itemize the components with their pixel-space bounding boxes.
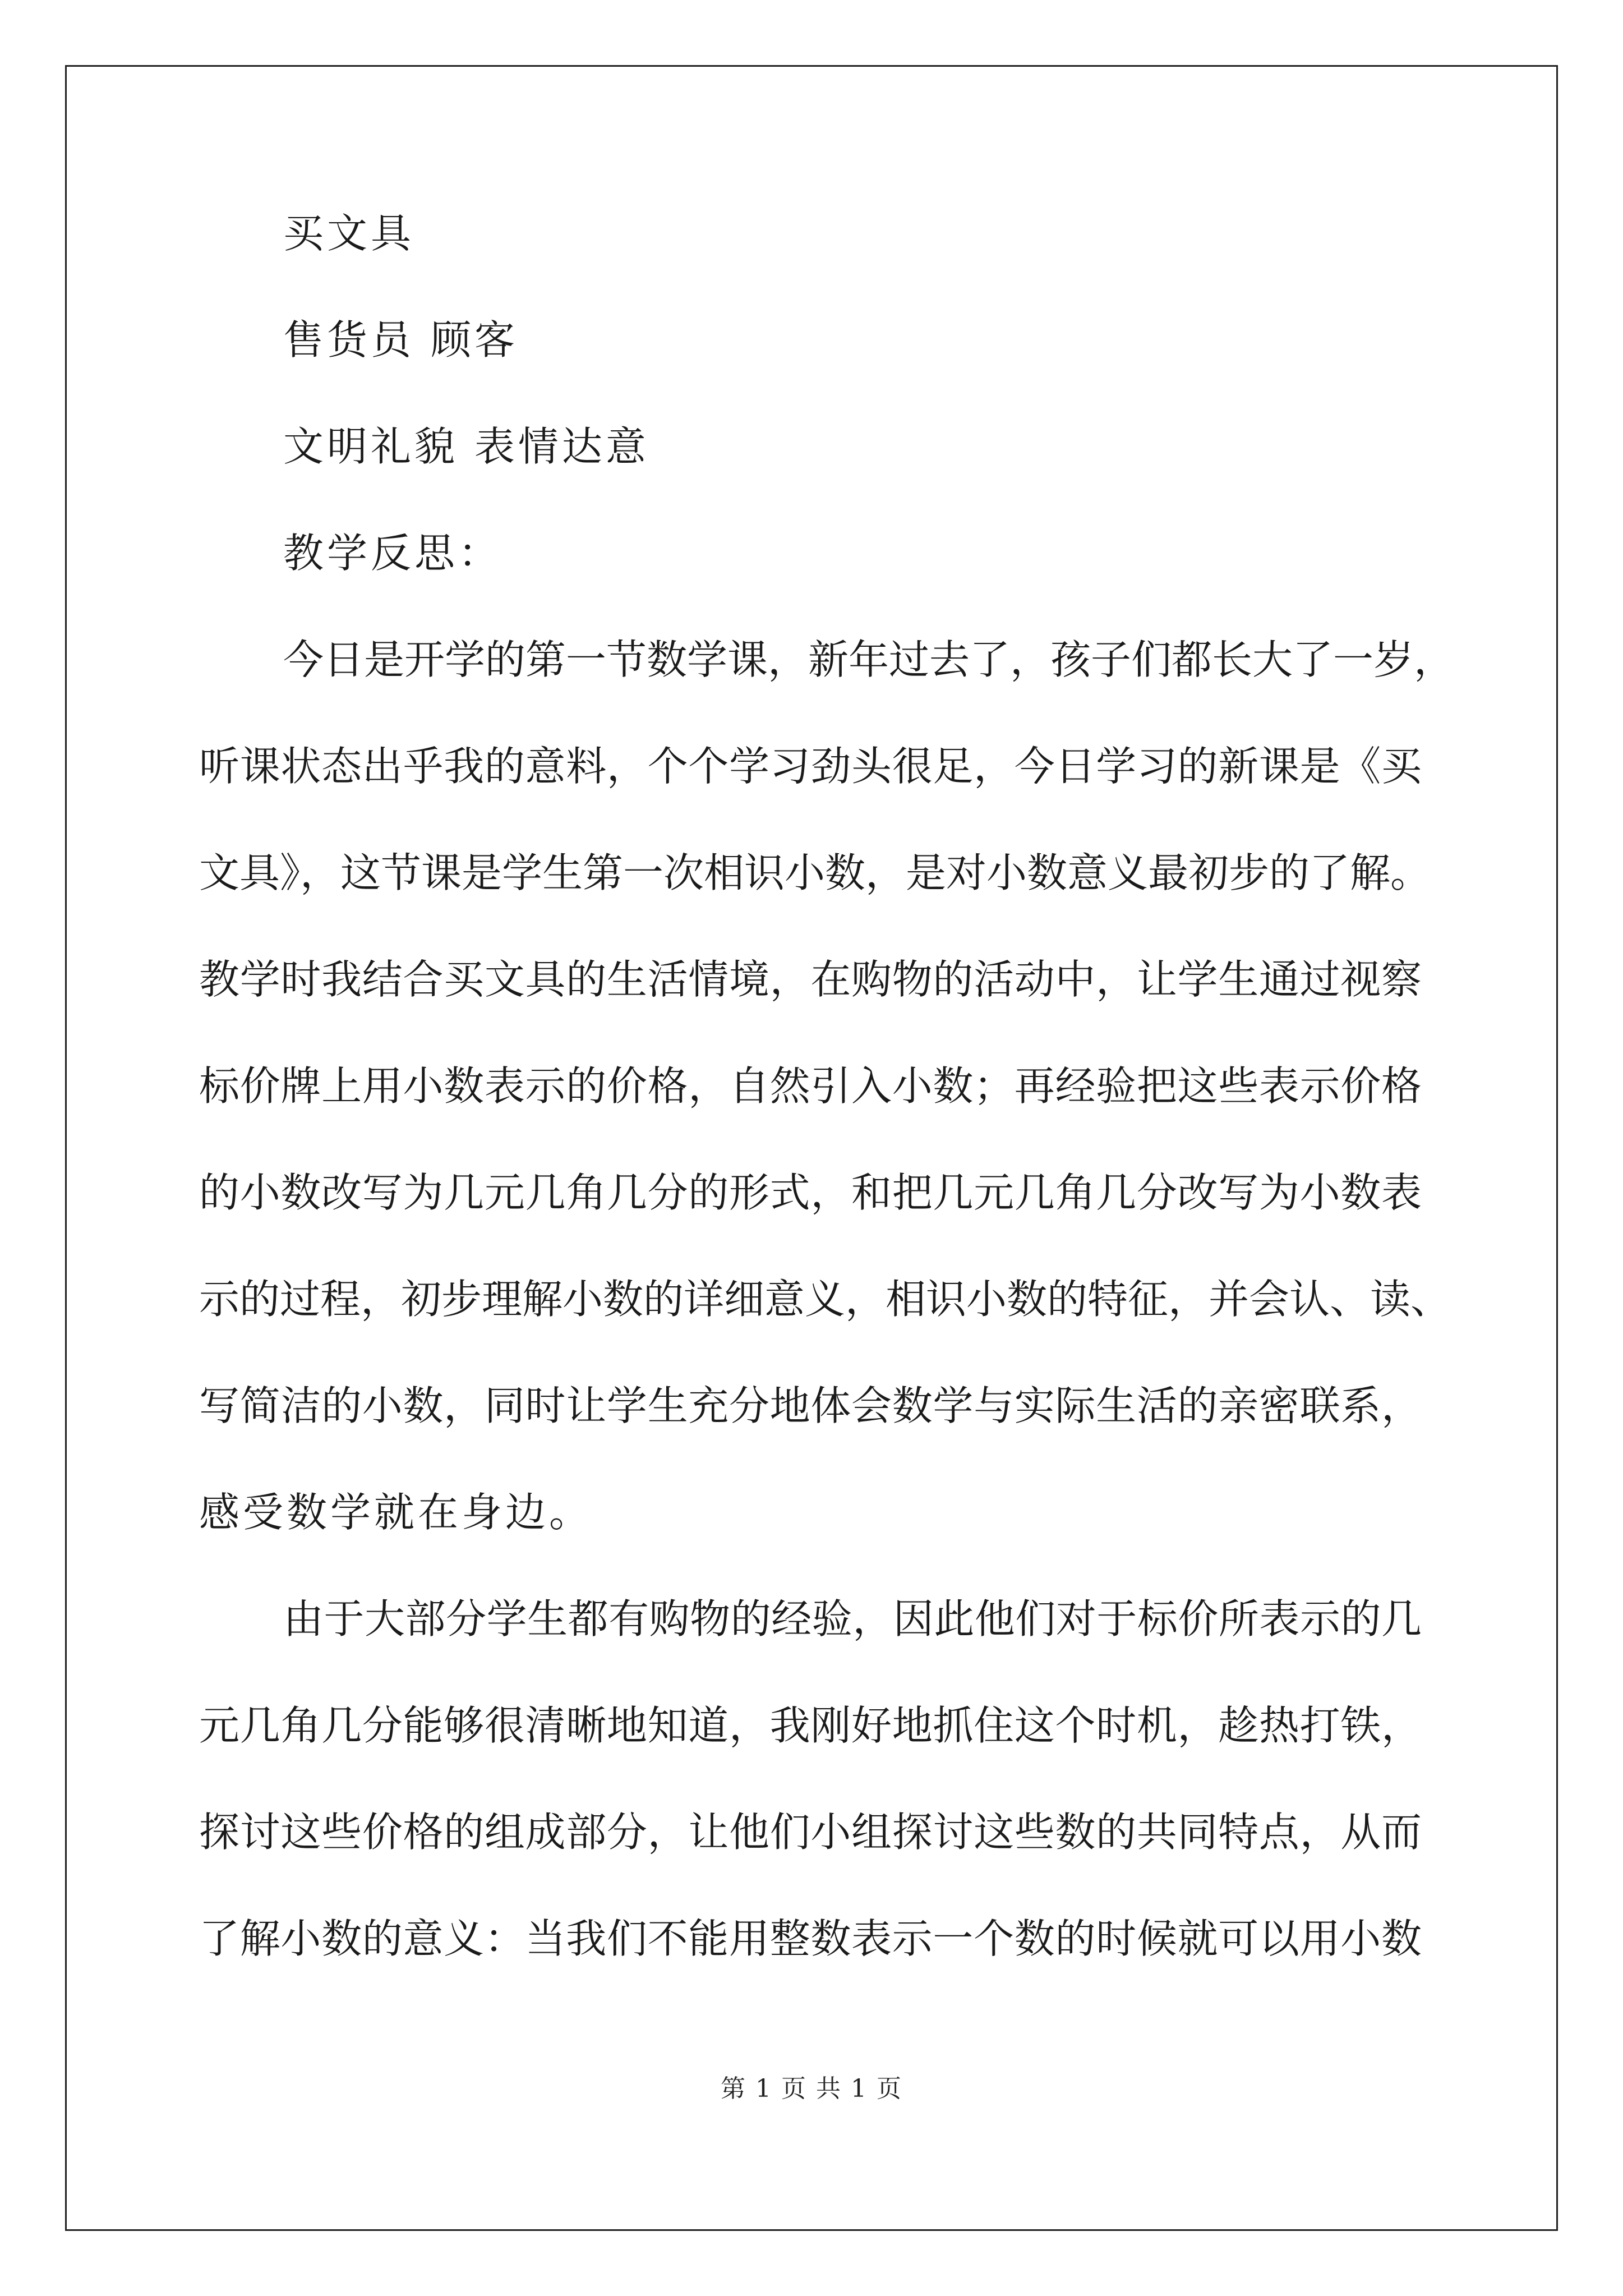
paragraph2-line: 探讨这些价格的组成部分，让他们小组探讨这些数的共同特点，从而 bbox=[199, 1809, 1422, 1856]
paragraph1-line: 文具》，这节课是学生第一次相识小数，是对小数意义最初步的了解。 bbox=[199, 849, 1431, 896]
paragraph2-line: 元几角几分能够很清晰地知道，我刚好地抓住这个时机，趁热打铁， bbox=[199, 1702, 1422, 1749]
paragraph1-line: 听课状态出乎我的意料，个个学习劲头很足，今日学习的新课是《买 bbox=[199, 743, 1422, 790]
goal-line: 文明礼貌 表情达意 bbox=[283, 423, 649, 470]
paragraph1-line: 的小数改写为几元几角几分的形式，和把几元几角几分改写为小数表 bbox=[199, 1169, 1422, 1216]
paragraph1-line: 教学时我结合买文具的生活情境，在购物的活动中，让学生通过视察 bbox=[199, 956, 1422, 1003]
paragraph1-line: 示的过程，初步理解小数的详细意义，相识小数的特征，并会认、读、 bbox=[199, 1276, 1451, 1323]
paragraph2-line: 由于大部分学生都有购物的经验，因此他们对于标价所表示的几 bbox=[283, 1595, 1422, 1642]
paragraph1-line: 今日是开学的第一节数学课，新年过去了，孩子们都长大了一岁， bbox=[283, 636, 1455, 683]
reflection-heading: 教学反思： bbox=[283, 530, 502, 577]
paragraph1-line: 标价牌上用小数表示的价格，自然引入小数；再经验把这些表示价格 bbox=[199, 1062, 1422, 1110]
paragraph2-line: 了解小数的意义：当我们不能用整数表示一个数的时候就可以用小数 bbox=[199, 1915, 1422, 1962]
page-number-footer: 第 1 页 共 1 页 bbox=[721, 2074, 902, 2103]
page-frame bbox=[65, 65, 1558, 2231]
roles-line: 售货员 顾客 bbox=[283, 316, 518, 364]
paragraph1-line: 写简洁的小数，同时让学生充分地体会数学与实际生活的亲密联系， bbox=[199, 1382, 1422, 1429]
paragraph1-line: 感受数学就在身边。 bbox=[199, 1489, 593, 1536]
title-line: 买文具 bbox=[283, 210, 415, 257]
